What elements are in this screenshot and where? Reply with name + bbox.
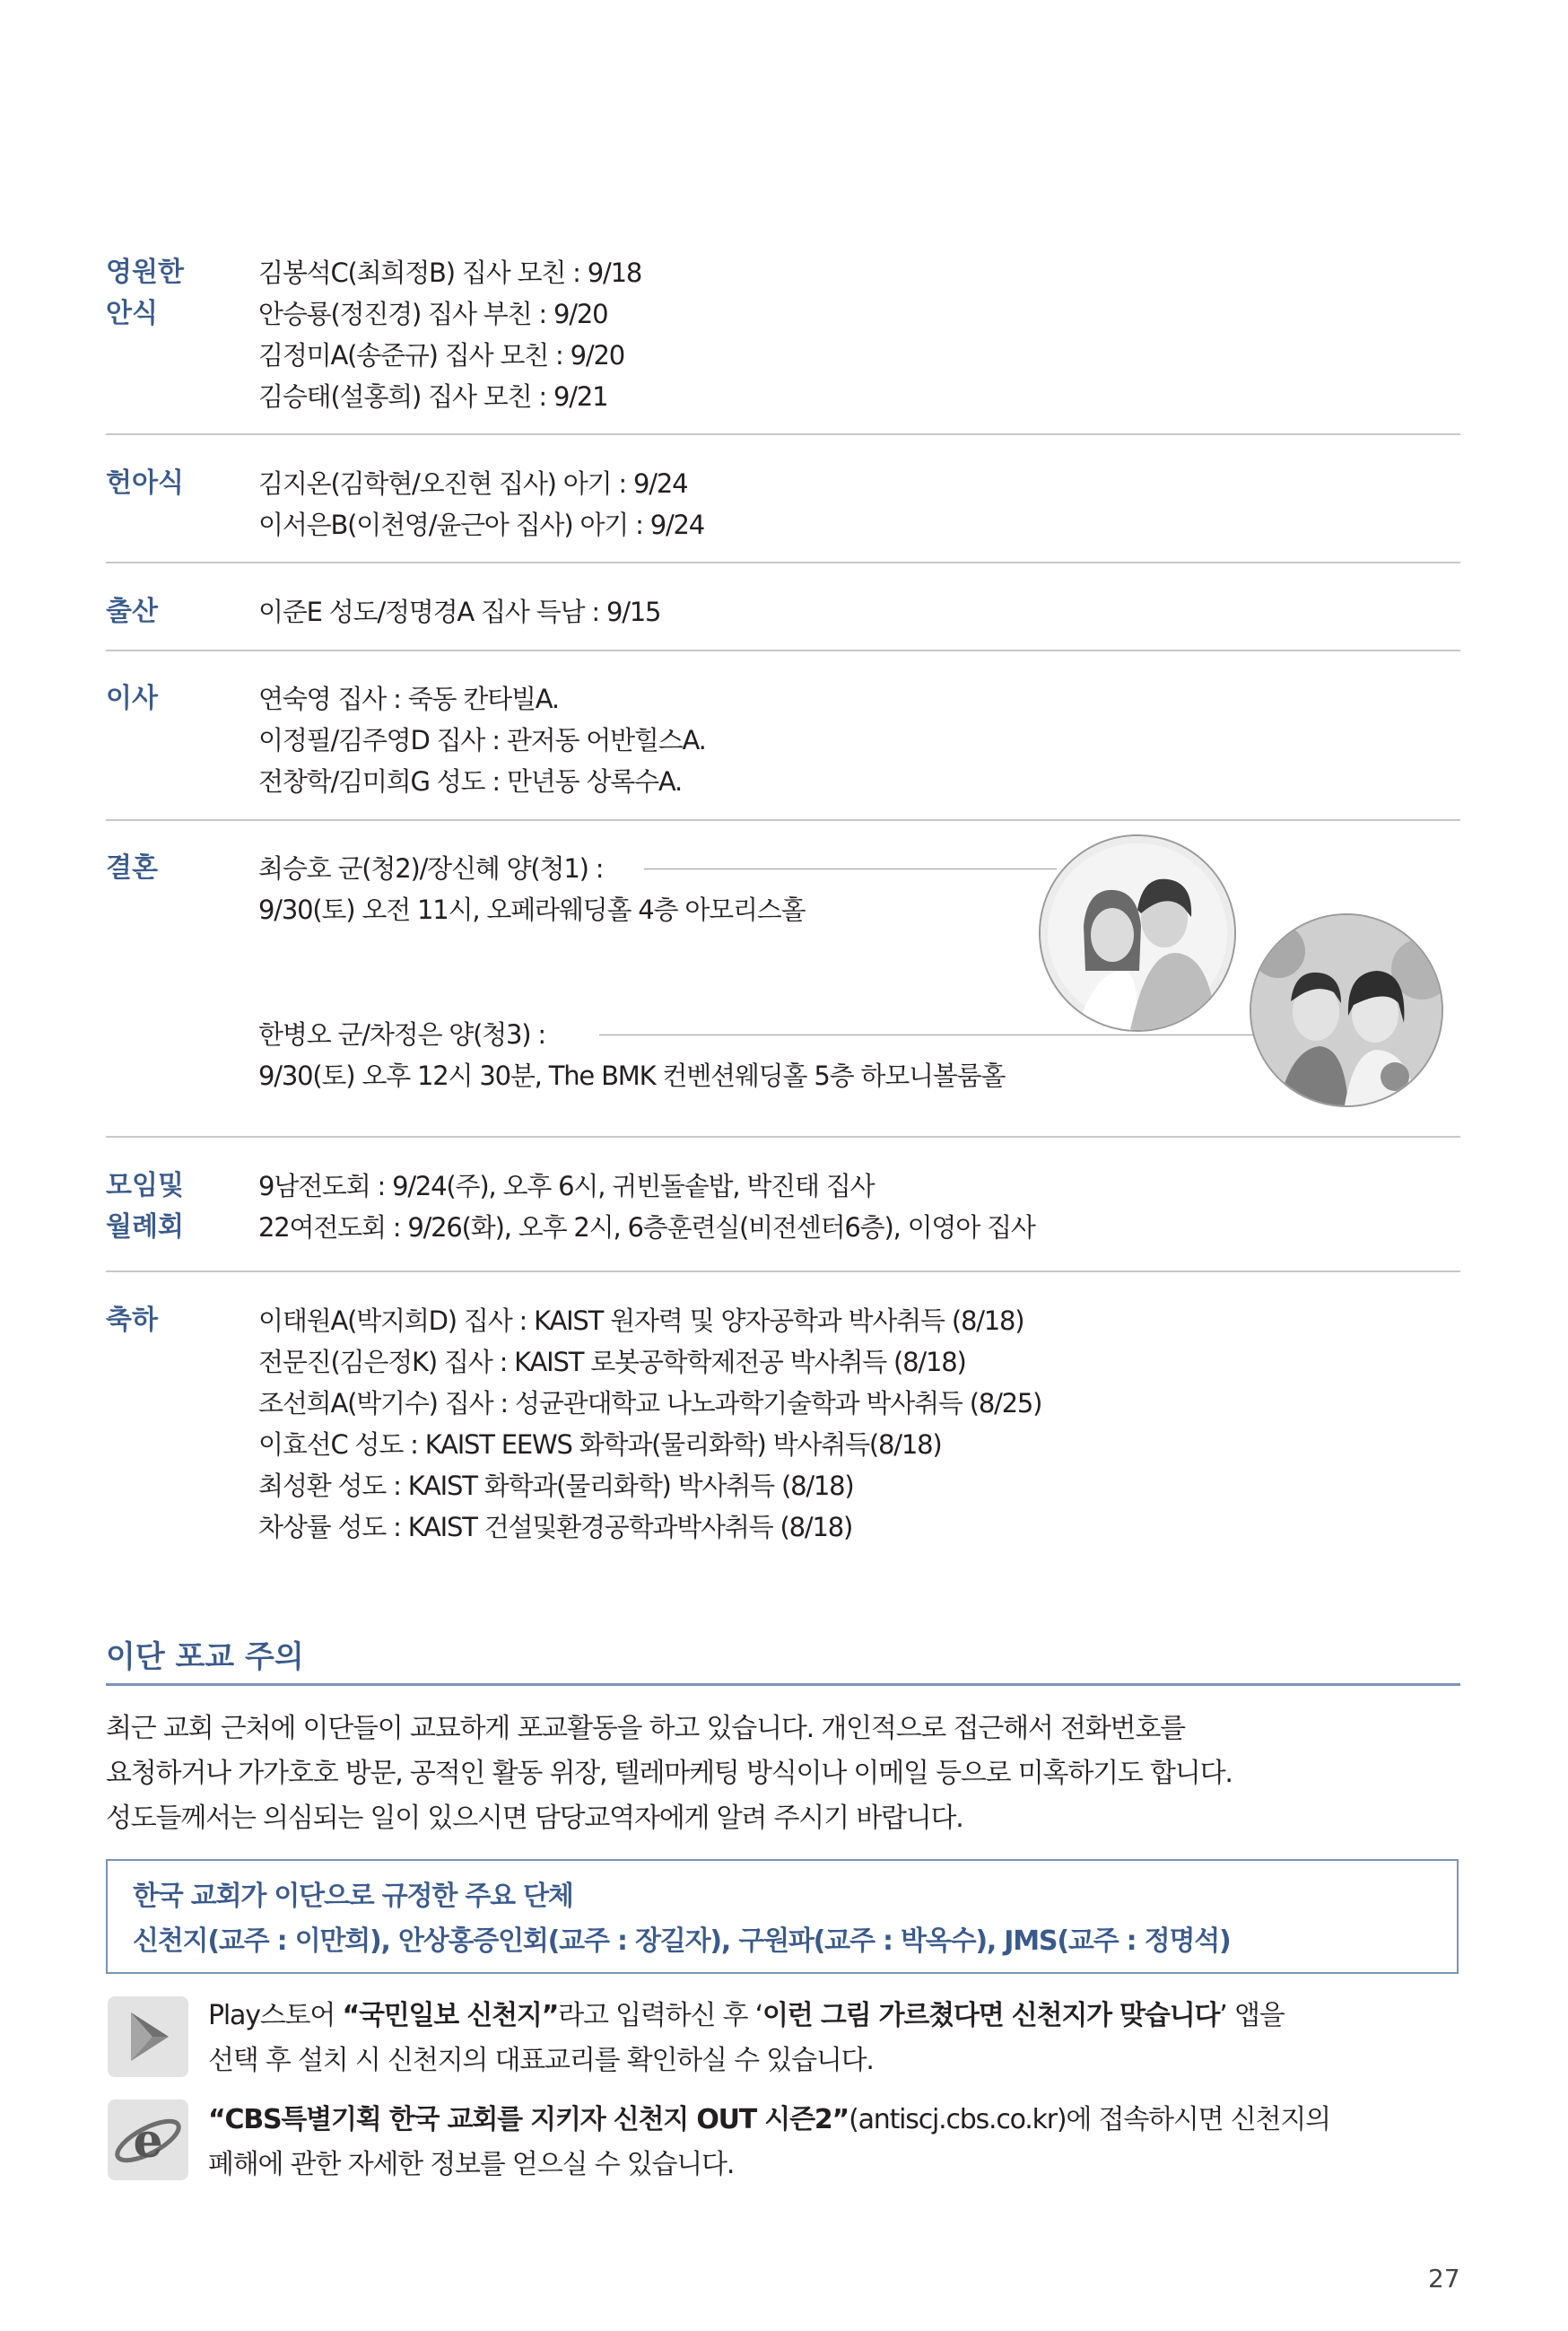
box-groups: 신천지(교주 : 이만희), 안상홍증인회(교주 : 장길자), 구원파(교주 : 박옥수), JMS(교주 : 정명석) bbox=[133, 1925, 1231, 1957]
list-item: 이서은B(이천영/윤근아 집사) 아기 : 9/24 bbox=[258, 510, 705, 540]
list-item: 차상률 성도 : KAIST 건설및환경공학과박사취득 (8/18) bbox=[258, 1512, 853, 1542]
list-item: 이정필/김주영D 집사 : 관저동 어반힐스A. bbox=[258, 725, 706, 755]
notice-paragraph: 최근 교회 근처에 이단들이 교묘하게 포교활동을 하고 있습니다. 개인적으로 접근해서 전화번호를 요청하거나 가가호호 방문, 공적인 활동 위장, 텔레마케팅 방식이나 이메일 등으로 미혹하기도 합니다. 성도들께서는 의심되는 일이 있으시면 담당교역자에게 알려 주시기 바랍니다. bbox=[106, 1713, 1233, 1834]
category-label: 모임및 월례회 bbox=[106, 1170, 184, 1243]
heresy-groups-box bbox=[106, 1859, 1459, 1974]
divider bbox=[106, 819, 1460, 821]
play-store-info: Play스토어 “국민일보 신천지”라고 입력하신 후 ‘이런 그림 가르쳤다면 신천지가 맞습니다’ 앱을 선택 후 설치 시 신천지의 대표교리를 확인하실 수 있습니다. bbox=[208, 2000, 1285, 2076]
category-label: 출산 bbox=[106, 596, 158, 627]
page-number: 27 bbox=[1428, 2264, 1460, 2293]
category-label: 결혼 bbox=[106, 852, 158, 884]
svg-text:e: e bbox=[133, 2114, 163, 2169]
play-store-icon bbox=[108, 1996, 188, 2077]
couple-photo bbox=[1039, 834, 1236, 1032]
list-item: 22여전도회 : 9/26(화), 오후 2시, 6층훈련실(비전센터6층), 이영아 집사 bbox=[258, 1212, 1035, 1243]
divider bbox=[106, 1270, 1460, 1272]
category-label: 영원한 안식 bbox=[106, 257, 184, 329]
list-item: 김정미A(송준규) 집사 모친 : 9/20 bbox=[258, 340, 624, 371]
divider bbox=[106, 433, 1460, 435]
list-item: 안승룡(정진경) 집사 부친 : 9/20 bbox=[258, 299, 608, 329]
category-label: 이사 bbox=[106, 683, 158, 714]
list-item: 9남전도회 : 9/24(주), 오후 6시, 귀빈돌솥밥, 박진태 집사 bbox=[258, 1171, 875, 1201]
list-item: 전문진(김은정K) 집사 : KAIST 로봇공학학제전공 박사취득 (8/18) bbox=[258, 1347, 966, 1377]
divider bbox=[106, 562, 1460, 563]
box-title: 한국 교회가 이단으로 규정한 주요 단체 bbox=[133, 1881, 573, 1912]
divider bbox=[106, 650, 1460, 651]
list-item: 김봉석C(최희정B) 집사 모친 : 9/18 bbox=[258, 258, 642, 288]
category-label: 축하 bbox=[106, 1305, 158, 1336]
list-item: 김승태(설홍희) 집사 모친 : 9/21 bbox=[258, 381, 608, 412]
divider bbox=[106, 1136, 1460, 1138]
section-heading: 이단 포교 주의 bbox=[106, 1639, 304, 1675]
heading-rule bbox=[106, 1683, 1460, 1686]
website-info: “CBS특별기획 한국 교회를 지키자 신천지 OUT 시즌2”(antiscj.cbs.co.kr)에 접속하시면 신천지의 폐해에 관한 자세한 정보를 얻으실 수 있습니다. bbox=[208, 2104, 1330, 2180]
list-item: 전창학/김미희G 성도 : 만년동 상록수A. bbox=[258, 766, 683, 797]
list-item: 최성환 성도 : KAIST 화학과(물리화학) 박사취득 (8/18) bbox=[258, 1471, 854, 1501]
couple-photo bbox=[1250, 913, 1443, 1107]
wedding-details: 9/30(토) 오전 11시, 오페라웨딩홀 4층 아모리스홀 bbox=[258, 895, 806, 925]
couple-names: 한병오 군/차정은 양(청3) : bbox=[258, 1019, 546, 1050]
list-item: 이태원A(박지희D) 집사 : KAIST 원자력 및 양자공학과 박사취득 (8/18) bbox=[258, 1305, 1024, 1336]
list-item: 조선희A(박기수) 집사 : 성균관대학교 나노과학기술학과 박사취득 (8/25) bbox=[258, 1388, 1042, 1419]
list-item: 김지온(김학현/오진현 집사) 아기 : 9/24 bbox=[258, 468, 688, 499]
list-item: 이준E 성도/정명경A 집사 득남 : 9/15 bbox=[258, 597, 661, 627]
list-item: 이효선C 성도 : KAIST EEWS 화학과(물리화학) 박사취득(8/18) bbox=[258, 1429, 942, 1460]
couple-names: 최승호 군(청2)/장신혜 양(청1) : bbox=[258, 853, 604, 884]
list-item: 연숙영 집사 : 죽동 칸타빌A. bbox=[258, 684, 559, 714]
category-label: 헌아식 bbox=[106, 467, 184, 499]
internet-explorer-icon bbox=[108, 2100, 188, 2180]
wedding-details: 9/30(토) 오후 12시 30분, The BMK 컨벤션웨딩홀 5층 하모니볼룸홀 bbox=[258, 1061, 1006, 1091]
